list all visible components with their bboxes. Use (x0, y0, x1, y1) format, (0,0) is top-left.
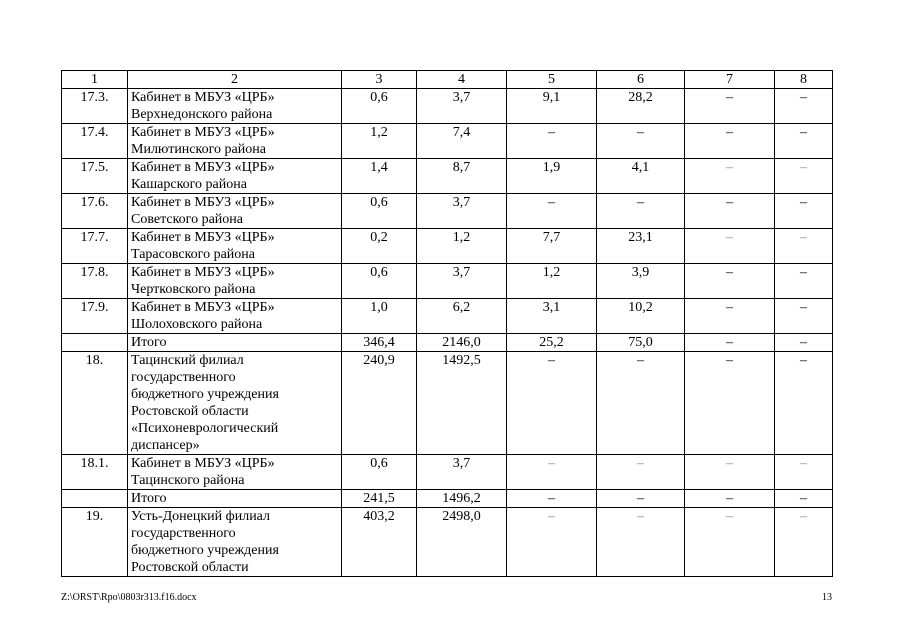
value-cell-c6: 4,1 (597, 159, 685, 194)
row-number-cell: 17.3. (62, 89, 128, 124)
value-cell-c3: 240,9 (342, 352, 417, 455)
value-cell-c6: – (597, 508, 685, 577)
value-cell-c3: 0,2 (342, 229, 417, 264)
value-cell-c5: 3,1 (507, 299, 597, 334)
value-cell-c5: – (507, 124, 597, 159)
value-cell-c8: – (775, 89, 833, 124)
value-cell-c8: – (775, 159, 833, 194)
row-name-line: Кабинет в МБУЗ «ЦРБ» (131, 195, 275, 210)
value-cell-c5: – (507, 490, 597, 508)
row-number-cell (62, 334, 128, 352)
value-cell-c8: – (775, 229, 833, 264)
value-cell-c4: 3,7 (417, 264, 507, 299)
row-name-line: Шолоховского района (131, 317, 263, 332)
value-cell-c8: – (775, 299, 833, 334)
value-cell-c4: 2146,0 (417, 334, 507, 352)
value-cell-c7: – (685, 264, 775, 299)
row-name-line: Ростовской области (131, 560, 249, 575)
value-cell-c5: – (507, 455, 597, 490)
row-name-line: диспансер» (131, 438, 200, 453)
value-cell-c8: – (775, 455, 833, 490)
row-number-cell: 17.4. (62, 124, 128, 159)
value-cell-c6: 28,2 (597, 89, 685, 124)
row-name-line: Милютинского района (131, 142, 266, 157)
value-cell-c5: 7,7 (507, 229, 597, 264)
value-cell-c4: 1492,5 (417, 352, 507, 455)
value-cell-c6: – (597, 490, 685, 508)
value-cell-c4: 1496,2 (417, 490, 507, 508)
value-cell-c5: 25,2 (507, 334, 597, 352)
value-cell-c6: – (597, 455, 685, 490)
value-cell-c6: 10,2 (597, 299, 685, 334)
value-cell-c8: – (775, 508, 833, 577)
value-cell-c8: – (775, 264, 833, 299)
value-cell-c8: – (775, 352, 833, 455)
footer-file-path: Z:\ORST\Rpo\0803r313.f16.docx (61, 592, 197, 603)
value-cell-c8: – (775, 124, 833, 159)
row-number-cell: 18. (62, 352, 128, 455)
row-name-line: Кабинет в МБУЗ «ЦРБ» (131, 456, 275, 471)
table-header-row (62, 71, 833, 89)
row-name-cell (128, 490, 342, 508)
column-header: 5 (507, 71, 597, 89)
row-name-line: Кабинет в МБУЗ «ЦРБ» (131, 160, 275, 175)
row-name-line: государственного (131, 526, 236, 541)
value-cell-c3: 1,0 (342, 299, 417, 334)
value-cell-c4: 6,2 (417, 299, 507, 334)
value-cell-c5: – (507, 508, 597, 577)
footer-page-number: 13 (822, 592, 832, 603)
row-number-cell: 17.6. (62, 194, 128, 229)
column-header: 8 (775, 71, 833, 89)
row-name-line: Итого (131, 491, 167, 506)
row-name-line: бюджетного учреждения (131, 387, 279, 402)
value-cell-c4: 7,4 (417, 124, 507, 159)
row-name-cell (128, 455, 342, 490)
value-cell-c3: 0,6 (342, 264, 417, 299)
column-header: 7 (685, 71, 775, 89)
value-cell-c4: 8,7 (417, 159, 507, 194)
row-name-line: Усть-Донецкий филиал (131, 509, 271, 524)
value-cell-c4: 2498,0 (417, 508, 507, 577)
value-cell-c3: 0,6 (342, 89, 417, 124)
row-number-cell: 17.9. (62, 299, 128, 334)
table-row (62, 455, 833, 490)
value-cell-c6: – (597, 352, 685, 455)
table-row (62, 264, 833, 299)
row-name-line: Ростовской области (131, 404, 249, 419)
row-name-cell (128, 352, 342, 455)
table-row (62, 508, 833, 577)
row-name-line: Верхнедонского района (131, 107, 273, 122)
value-cell-c5: 9,1 (507, 89, 597, 124)
row-name-line: Кабинет в МБУЗ «ЦРБ» (131, 90, 275, 105)
value-cell-c5: 1,9 (507, 159, 597, 194)
row-name-line: Тарасовского района (131, 247, 255, 262)
value-cell-c7: – (685, 508, 775, 577)
value-cell-c3: 346,4 (342, 334, 417, 352)
row-number-cell: 18.1. (62, 455, 128, 490)
value-cell-c5: – (507, 352, 597, 455)
value-cell-c4: 3,7 (417, 194, 507, 229)
row-number-cell (62, 490, 128, 508)
value-cell-c5: 1,2 (507, 264, 597, 299)
row-name-line: Советского района (131, 212, 243, 227)
value-cell-c6: – (597, 124, 685, 159)
value-cell-c8: – (775, 490, 833, 508)
row-name-line: Чертковского района (131, 282, 256, 297)
row-name-line: Тацинского района (131, 473, 245, 488)
row-name-line: Тацинский филиал (131, 353, 244, 368)
table-row (62, 229, 833, 264)
row-name-line: Итого (131, 335, 167, 350)
row-number-cell: 17.8. (62, 264, 128, 299)
row-name-cell (128, 508, 342, 577)
row-name-line: Кабинет в МБУЗ «ЦРБ» (131, 125, 275, 140)
value-cell-c6: 75,0 (597, 334, 685, 352)
value-cell-c5: – (507, 194, 597, 229)
value-cell-c7: – (685, 334, 775, 352)
row-name-line: Кабинет в МБУЗ «ЦРБ» (131, 300, 275, 315)
value-cell-c8: – (775, 334, 833, 352)
row-name-cell (128, 124, 342, 159)
value-cell-c3: 241,5 (342, 490, 417, 508)
column-header: 6 (597, 71, 685, 89)
table-body (62, 71, 833, 577)
row-name-cell (128, 89, 342, 124)
value-cell-c7: – (685, 299, 775, 334)
column-header: 2 (128, 71, 342, 89)
value-cell-c6: 3,9 (597, 264, 685, 299)
table-row (62, 89, 833, 124)
table-row (62, 159, 833, 194)
table-row (62, 124, 833, 159)
row-number-cell: 17.5. (62, 159, 128, 194)
row-name-line: государственного (131, 370, 236, 385)
value-cell-c7: – (685, 352, 775, 455)
row-name-cell (128, 194, 342, 229)
value-cell-c7: – (685, 159, 775, 194)
row-name-line: бюджетного учреждения (131, 543, 279, 558)
data-table (61, 70, 833, 577)
value-cell-c3: 1,4 (342, 159, 417, 194)
row-name-line: «Психоневрологический (131, 421, 279, 436)
value-cell-c7: – (685, 229, 775, 264)
row-name-line: Кашарского района (131, 177, 247, 192)
row-number-cell: 17.7. (62, 229, 128, 264)
row-number-cell: 19. (62, 508, 128, 577)
row-name-line: Кабинет в МБУЗ «ЦРБ» (131, 265, 275, 280)
value-cell-c3: 403,2 (342, 508, 417, 577)
row-name-cell (128, 159, 342, 194)
column-header: 1 (62, 71, 128, 89)
value-cell-c8: – (775, 194, 833, 229)
value-cell-c6: – (597, 194, 685, 229)
row-name-cell (128, 229, 342, 264)
value-cell-c7: – (685, 194, 775, 229)
table-row (62, 194, 833, 229)
row-name-line: Кабинет в МБУЗ «ЦРБ» (131, 230, 275, 245)
value-cell-c3: 1,2 (342, 124, 417, 159)
value-cell-c7: – (685, 455, 775, 490)
value-cell-c7: – (685, 89, 775, 124)
value-cell-c3: 0,6 (342, 194, 417, 229)
table-row (62, 299, 833, 334)
value-cell-c7: – (685, 490, 775, 508)
value-cell-c6: 23,1 (597, 229, 685, 264)
value-cell-c4: 3,7 (417, 89, 507, 124)
value-cell-c3: 0,6 (342, 455, 417, 490)
row-name-cell (128, 264, 342, 299)
row-name-cell (128, 334, 342, 352)
row-name-cell (128, 299, 342, 334)
table-row (62, 352, 833, 455)
table-row (62, 334, 833, 352)
column-header: 3 (342, 71, 417, 89)
value-cell-c4: 1,2 (417, 229, 507, 264)
column-header: 4 (417, 71, 507, 89)
value-cell-c4: 3,7 (417, 455, 507, 490)
table-row (62, 490, 833, 508)
value-cell-c7: – (685, 124, 775, 159)
